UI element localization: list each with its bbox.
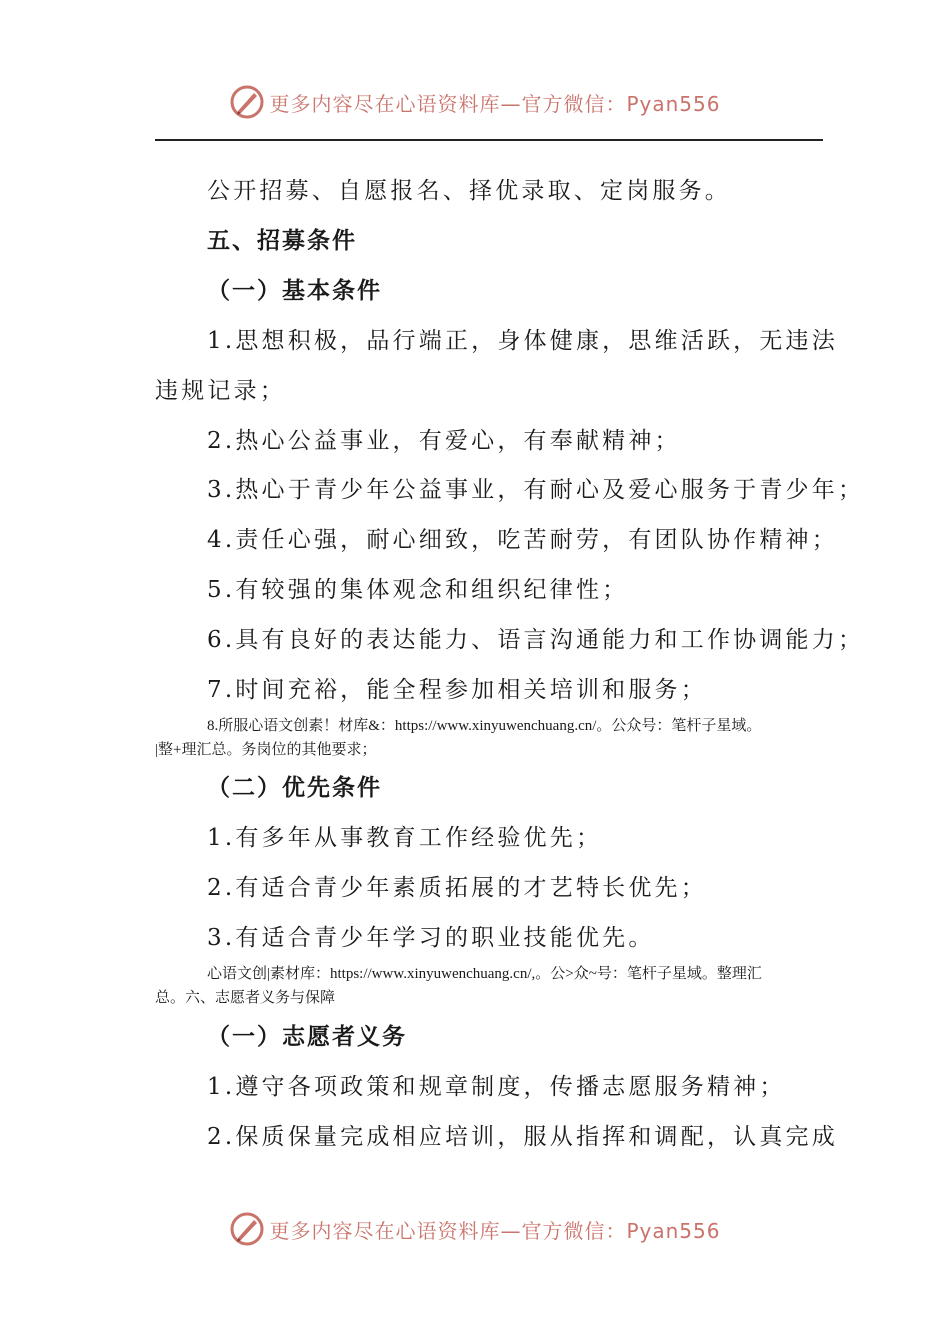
list-item: 1.思想积极，品行端正，身体健康，思维活跃，无违法 bbox=[207, 328, 838, 354]
banner-text: 更多内容尽在心语资料库—官方微信：Pyan556 bbox=[269, 91, 721, 116]
inserted-note: 心语文创|素材库：https://www.xinyuwenchuang.cn/,。公>众~号：笔杆子星域。整理汇 bbox=[207, 966, 762, 982]
inserted-note: 总。六、志愿者义务与保障 bbox=[155, 990, 336, 1006]
inserted-note: |整+理汇总。务岗位的其他要求； bbox=[155, 742, 377, 758]
subsection-heading: （一）基本条件 bbox=[207, 277, 382, 304]
subsection-heading: （一）志愿者义务 bbox=[207, 1023, 407, 1050]
subsection-heading: （二）优先条件 bbox=[207, 774, 382, 801]
list-item: 3.热心于青少年公益事业，有耐心及爱心服务于青少年； bbox=[207, 477, 865, 503]
list-item: 6.具有良好的表达能力、语言沟通能力和工作协调能力； bbox=[207, 627, 865, 653]
list-item-continuation: 违规记录； bbox=[155, 378, 286, 404]
list-item: 2.热心公益事业，有爱心，有奉献精神； bbox=[207, 428, 681, 454]
pen-logo-icon bbox=[229, 1211, 265, 1247]
inserted-note: 8.所服心语文创素！材库&：https://www.xinyuwenchuang.cn/。公众号：笔杆子星域。 bbox=[207, 718, 762, 734]
section-heading: 五、招募条件 bbox=[207, 227, 357, 254]
list-item: 1.遵守各项政策和规章制度，传播志愿服务精神； bbox=[207, 1074, 786, 1100]
list-item: 4.责任心强，耐心细致，吃苦耐劳，有团队协作精神； bbox=[207, 527, 838, 553]
list-item: 3.有适合青少年学习的职业技能优先。 bbox=[207, 925, 655, 951]
list-item: 7.时间充裕，能全程参加相关培训和服务； bbox=[207, 677, 707, 703]
list-item: 1.有多年从事教育工作经验优先； bbox=[207, 825, 603, 851]
list-item: 5.有较强的集体观念和组织纪律性； bbox=[207, 577, 629, 603]
banner-text: 更多内容尽在心语资料库—官方微信：Pyan556 bbox=[269, 1218, 721, 1243]
footer-banner bbox=[0, 1207, 950, 1251]
list-item: 2.有适合青少年素质拓展的才艺特长优先； bbox=[207, 875, 707, 901]
list-item: 2.保质保量完成相应培训，服从指挥和调配，认真完成 bbox=[207, 1124, 838, 1150]
paragraph-line: 公开招募、自愿报名、择优录取、定岗服务。 bbox=[207, 178, 731, 204]
